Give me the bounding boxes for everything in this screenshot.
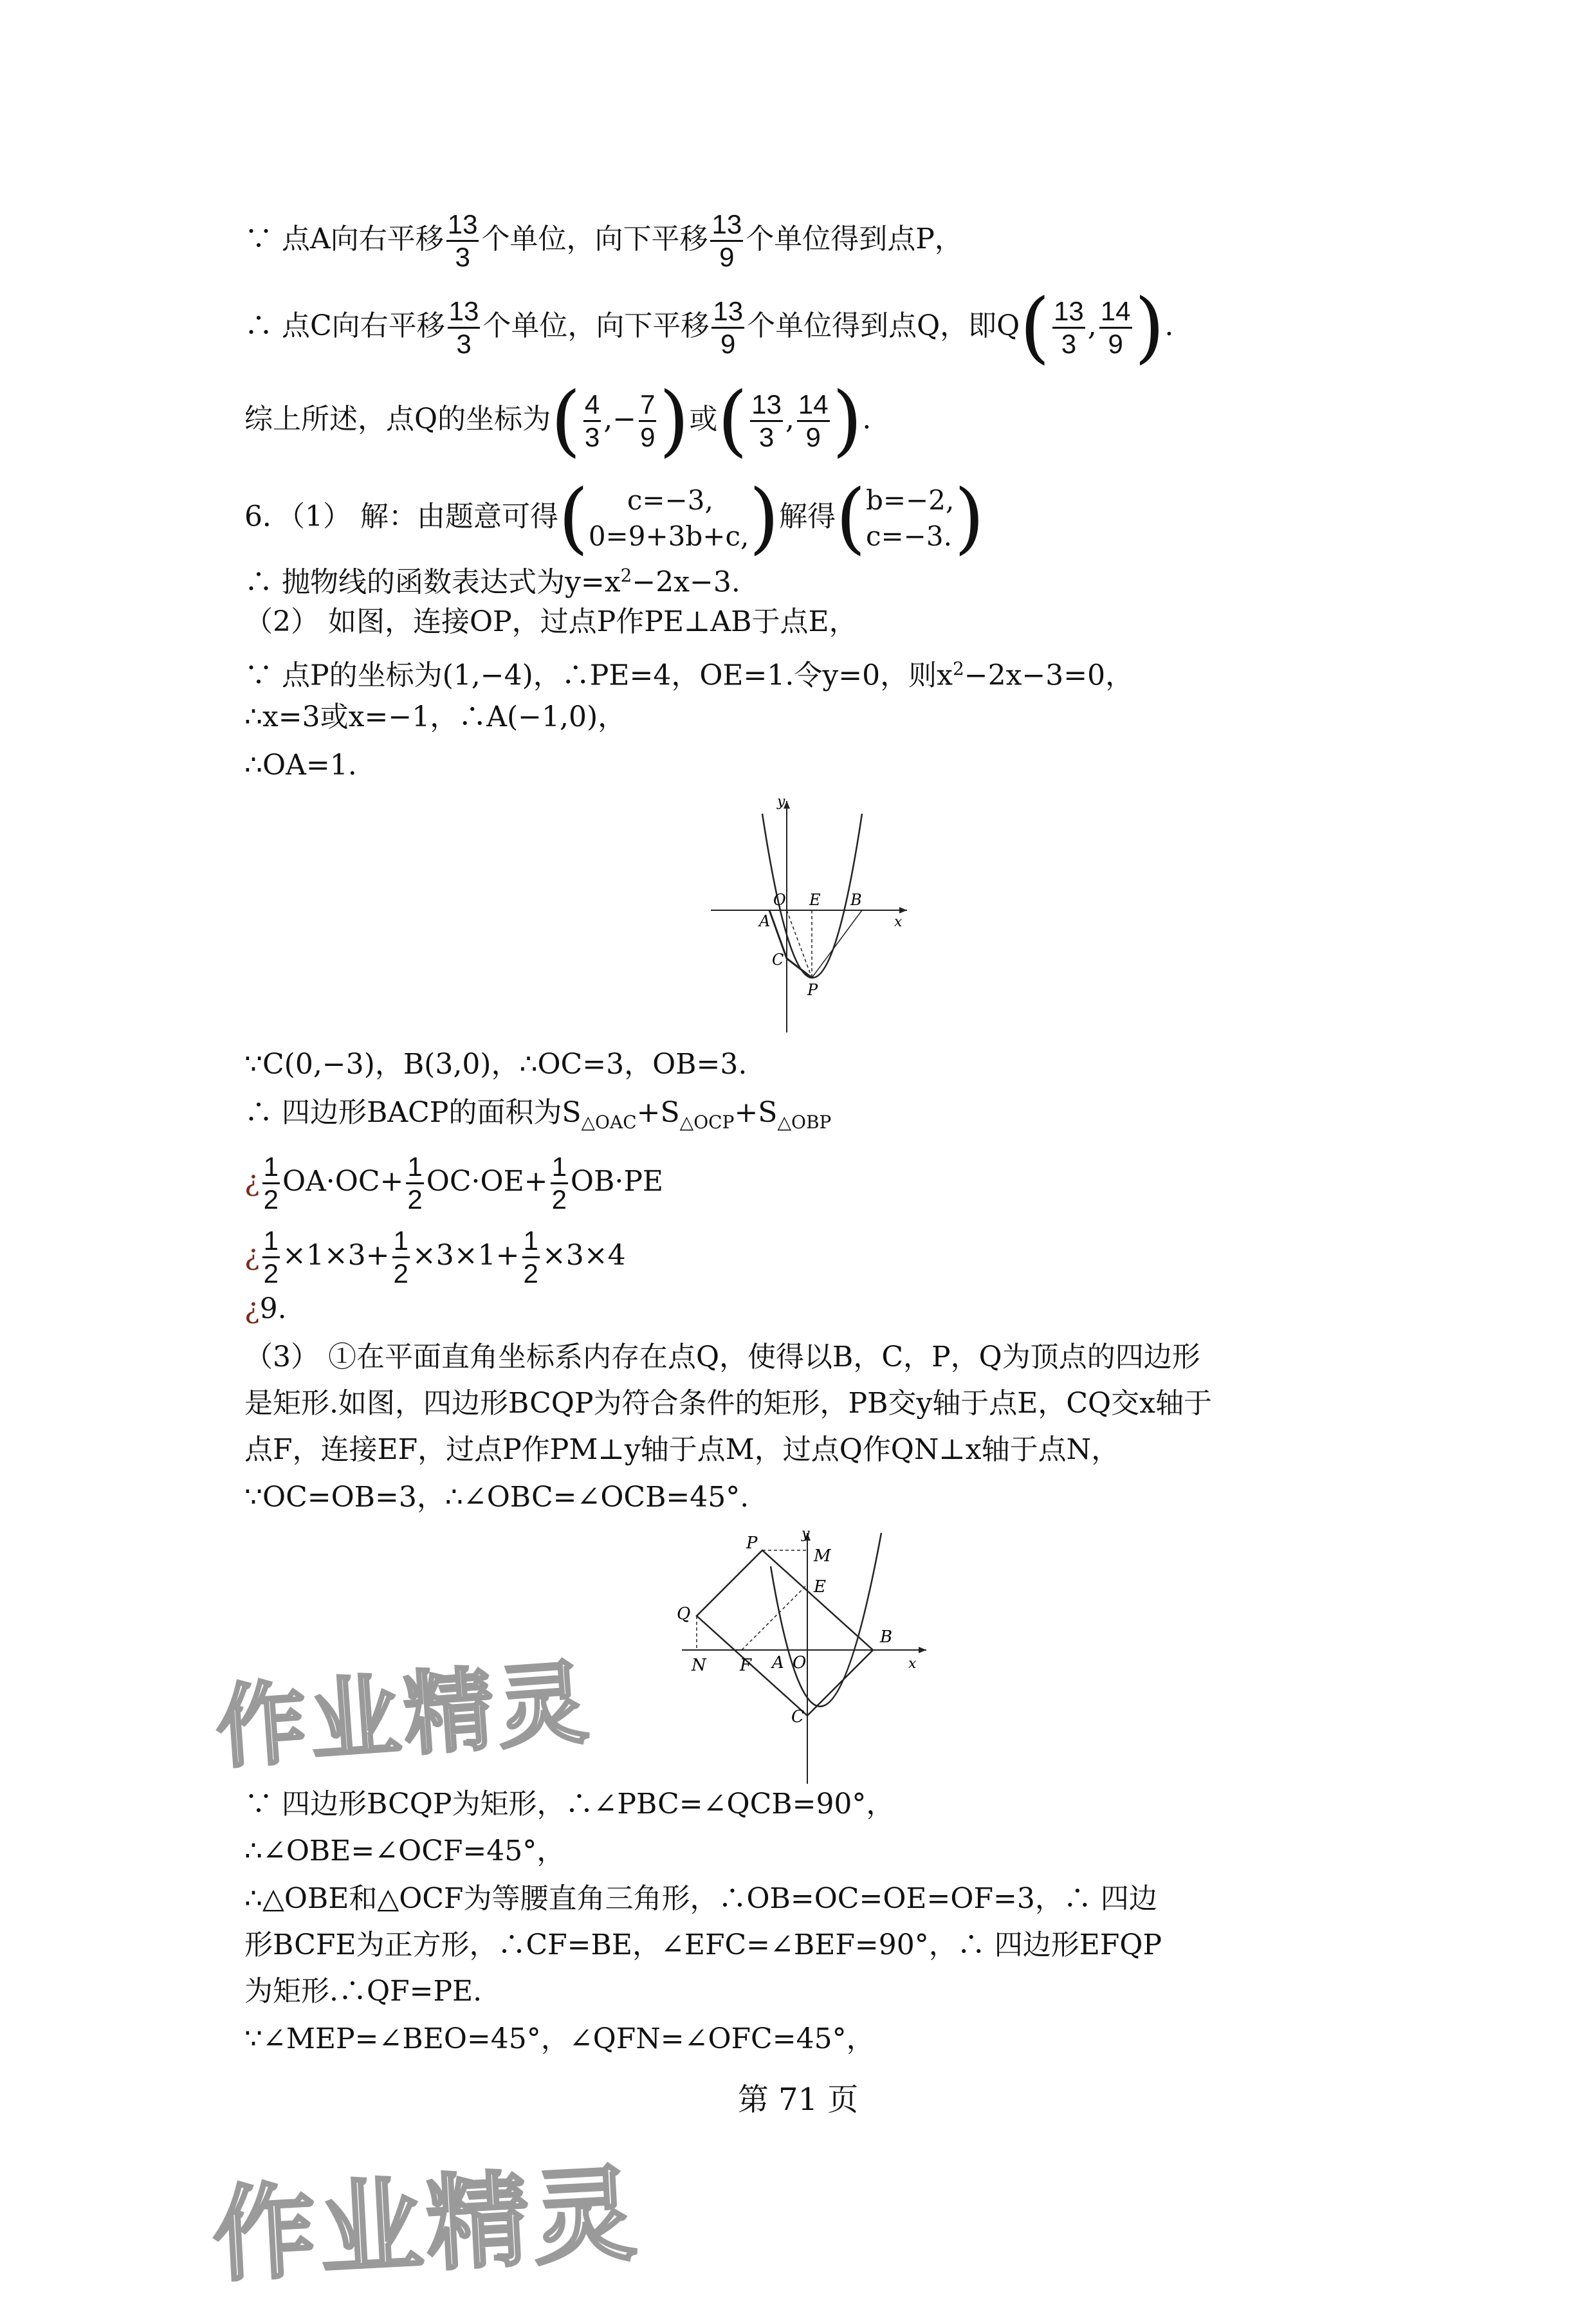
line-22: 形BCFE为正方形，∴CF=BE，∠EFC=∠BEF=90°，∴ 四边形EFQP: [244, 1929, 1162, 1961]
label-B: B: [850, 891, 862, 909]
line-6: （2） 如图，连接OP，过点P作PE⊥AB于点E，: [244, 605, 858, 638]
watermark: 作业精灵: [212, 1650, 595, 1782]
label-F: F: [740, 1656, 752, 1675]
label-Q: Q: [677, 1604, 691, 1624]
line-10: ∵C(0,−3)，B(3,0)，∴OC=3，OB=3.: [244, 1048, 748, 1081]
watermark: 作业精灵: [210, 2153, 643, 2296]
line-3: 综上所述，点Q的坐标为( $\frac{4}{3}$ ,− $\frac{7}{9}$ )或( $\frac{13}{3}$ , $\frac{14}{9}$ ).: [244, 376, 872, 466]
page-number: 第 71 页: [737, 2082, 859, 2118]
parabola-figure-1: [701, 794, 913, 1039]
line-11: ∴ 四边形BACP的面积为$S_{\triangle OAC}+S_{\triangle OCP}+S_{\triangle OBP}$: [244, 1096, 832, 1133]
label-y: y: [802, 1528, 810, 1542]
label-O: O: [793, 1653, 807, 1673]
label-P: P: [807, 981, 818, 999]
line-4: 6．（1） 解：由题意可得( c=−3, 0=9+3b+c, )解得( b=−2, c=−3. ): [244, 473, 985, 563]
line-18: ∵OC=OB=3，∴∠OBC=∠OCB=45°.: [244, 1481, 749, 1514]
label-M: M: [814, 1546, 831, 1566]
line-5: ∴ 抛物线的函数表达式为$y=x^2-2x-3$.: [244, 565, 740, 599]
line-20: ∴∠OBE=∠OCF=45°，: [244, 1835, 565, 1867]
line-21: ∴△OBE和△OCF为等腰直角三角形，∴OB=OC=OE=OF=3，∴ 四边: [244, 1882, 1157, 1915]
label-C: C: [791, 1707, 804, 1727]
line-24: ∵∠MEP=∠BEO=45°，∠QFN=∠OFC=45°，: [244, 2022, 875, 2055]
line-12: ¿ $\frac{1}{2}$ OA·OC+ $\frac{1}{2}$ OC·OE+ $\frac{1}{2}$ OB·PE: [244, 1151, 664, 1215]
line-14: ¿9.: [244, 1292, 287, 1325]
rectangle-figure-2: [669, 1528, 939, 1788]
label-O: O: [773, 891, 786, 909]
label-A: A: [759, 912, 771, 930]
label-E: E: [814, 1577, 826, 1597]
line-1: ∵ 点A向右平移 $\frac{13}{3}$ 个单位，向下平移 $\frac{13}{9}$ 个单位得到点P，: [244, 209, 963, 272]
line-16: 是矩形.如图，四边形BCQP为符合条件的矩形，PB交y轴于点E，CQ交x轴于: [244, 1387, 1212, 1420]
label-y: y: [777, 794, 785, 810]
fraction: $\frac{13}{9}$: [713, 296, 744, 359]
label-A: A: [772, 1653, 784, 1673]
label-N: N: [692, 1656, 706, 1675]
line-23: 为矩形.∴QF=PE.: [244, 1975, 482, 2008]
fraction: $\frac{13}{3}$: [447, 209, 478, 272]
label-x: x: [908, 1656, 917, 1672]
line-17: 点F，连接EF，过点P作PM⊥y轴于点M，过点Q作QN⊥x轴于点N，: [244, 1433, 1120, 1466]
fraction: $\frac{13}{9}$: [711, 209, 742, 272]
line-9: ∴OA=1.: [244, 749, 357, 782]
line-19: ∵ 四边形BCQP为矩形，∴∠PBC=∠QCB=90°，: [244, 1788, 895, 1820]
label-x: x: [894, 914, 903, 930]
line-2: ∴ 点C向右平移 $\frac{13}{3}$ 个单位，向下平移 $\frac{13}{9}$ 个单位得到点Q，即Q( $\frac{13}{3}$ , $\frac{14}{9}$ ).: [244, 282, 1174, 372]
label-P: P: [746, 1534, 758, 1553]
line-7: ∵ 点P的坐标为(1,−4)，∴PE=4，OE=1.令y=0，则$x^2-2x-3=0$，: [244, 658, 1134, 692]
line-8: ∴x=3或x=−1，∴A(−1,0)，: [244, 701, 627, 733]
label-B: B: [880, 1627, 893, 1647]
label-E: E: [809, 891, 821, 909]
line-13: ¿ $\frac{1}{2}$ ×1×3+ $\frac{1}{2}$ ×3×1+ $\frac{1}{2}$ ×3×4: [244, 1225, 626, 1288]
line-15: （3） ①在平面直角坐标系内存在点Q，使得以B，C，P，Q为顶点的四边形: [244, 1341, 1200, 1373]
label-C: C: [772, 951, 784, 969]
fraction: $\frac{13}{3}$: [448, 296, 479, 359]
